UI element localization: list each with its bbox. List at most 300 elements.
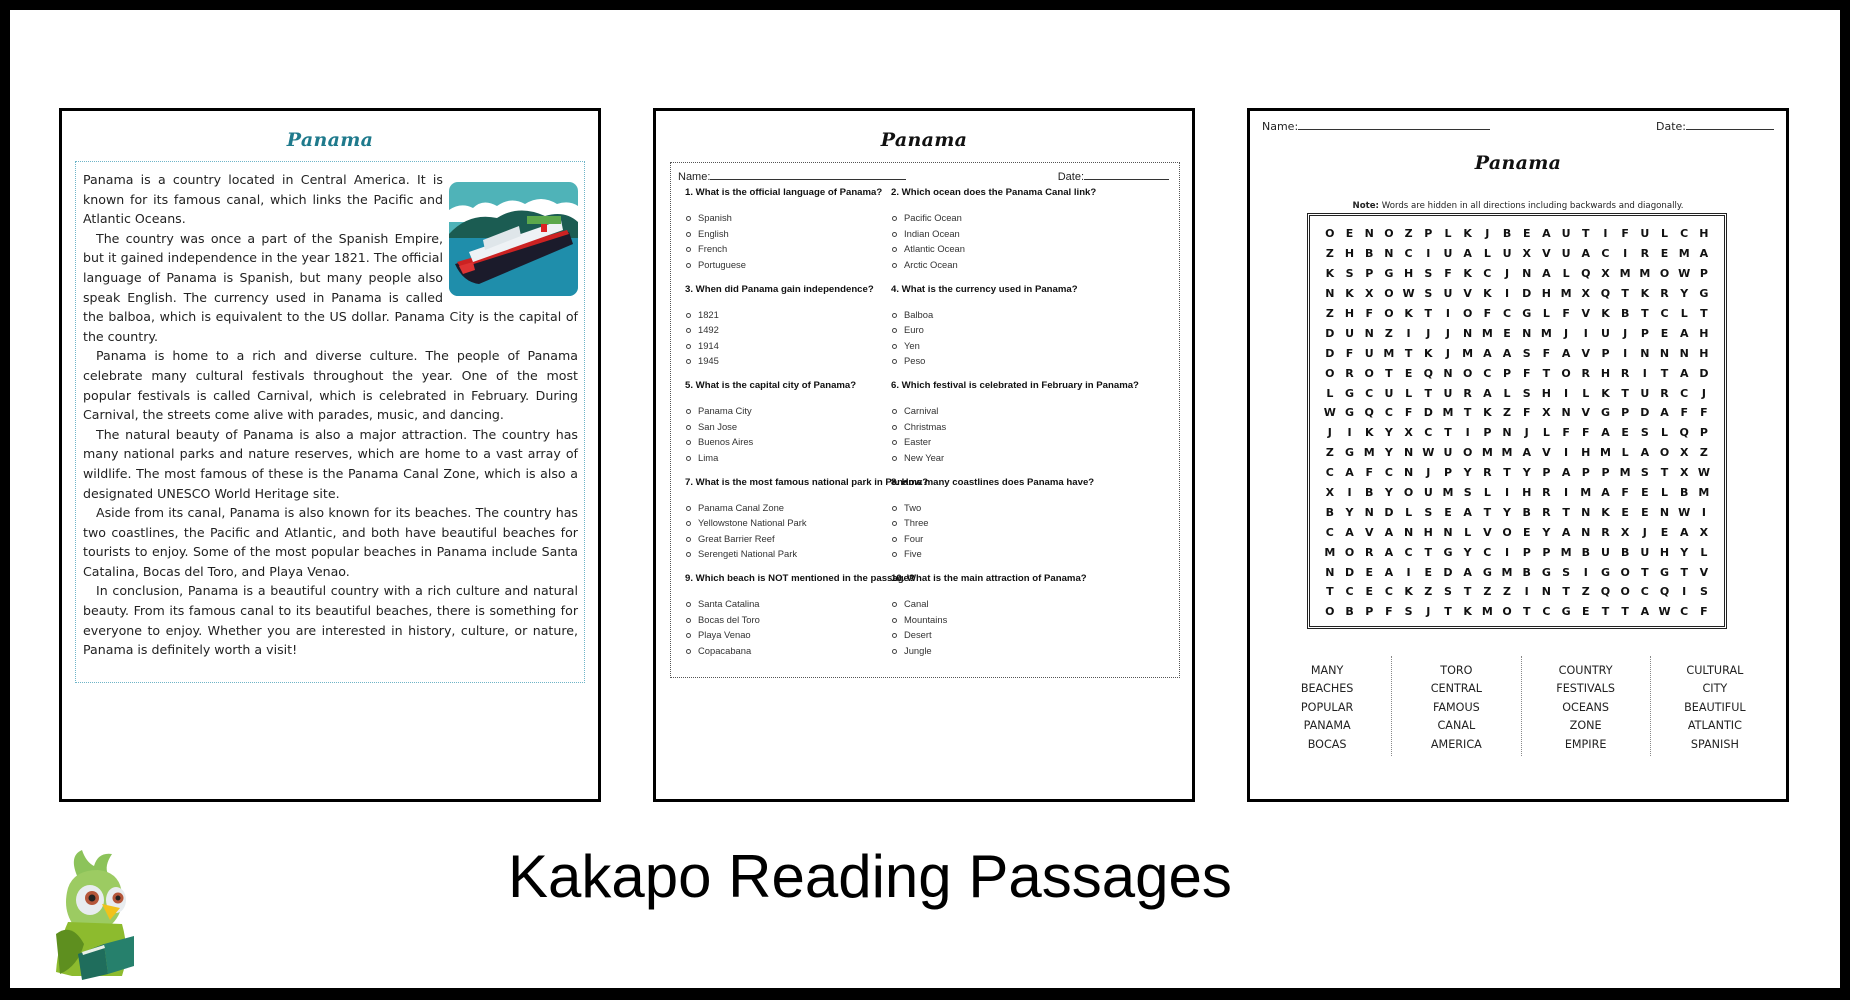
- grid-letter[interactable]: O: [1325, 605, 1335, 619]
- grid-letter[interactable]: P: [1601, 346, 1610, 360]
- radio-bullet-icon[interactable]: [686, 537, 691, 542]
- grid-letter[interactable]: A: [1463, 565, 1472, 579]
- grid-letter[interactable]: U: [1561, 227, 1571, 241]
- radio-bullet-icon[interactable]: [892, 521, 897, 526]
- grid-letter[interactable]: U: [1561, 247, 1571, 261]
- grid-letter[interactable]: G: [1482, 565, 1492, 579]
- grid-letter[interactable]: P: [1365, 605, 1374, 619]
- grid-letter[interactable]: K: [1601, 505, 1610, 519]
- name-field[interactable]: [1262, 119, 1490, 133]
- grid-letter[interactable]: J: [1445, 346, 1451, 360]
- grid-letter[interactable]: M: [1442, 486, 1454, 500]
- grid-letter[interactable]: M: [1481, 446, 1493, 460]
- grid-letter[interactable]: O: [1325, 227, 1335, 241]
- radio-bullet-icon[interactable]: [686, 216, 691, 221]
- grid-letter[interactable]: N: [1443, 366, 1453, 380]
- grid-letter[interactable]: C: [1660, 307, 1669, 320]
- grid-letter[interactable]: T: [1522, 605, 1531, 619]
- grid-letter[interactable]: N: [1463, 326, 1473, 340]
- radio-bullet-icon[interactable]: [892, 216, 897, 221]
- grid-letter[interactable]: K: [1601, 307, 1610, 320]
- grid-letter[interactable]: M: [1324, 545, 1336, 559]
- answer-option[interactable]: [685, 548, 925, 564]
- grid-letter[interactable]: I: [1445, 307, 1451, 320]
- grid-letter[interactable]: D: [1699, 366, 1709, 380]
- answer-option[interactable]: [891, 517, 1131, 533]
- grid-letter[interactable]: T: [1503, 466, 1511, 480]
- radio-bullet-icon[interactable]: [892, 649, 897, 654]
- radio-bullet-icon[interactable]: [686, 456, 691, 461]
- grid-letter[interactable]: K: [1404, 585, 1413, 599]
- answer-option[interactable]: [891, 598, 1131, 614]
- grid-letter[interactable]: O: [1403, 486, 1414, 500]
- grid-letter[interactable]: Y: [1680, 545, 1689, 559]
- grid-letter[interactable]: M: [1501, 565, 1513, 579]
- grid-letter[interactable]: T: [1463, 585, 1472, 599]
- answer-option[interactable]: [891, 452, 1131, 468]
- grid-letter[interactable]: D: [1423, 406, 1433, 420]
- grid-letter[interactable]: L: [1444, 227, 1452, 241]
- grid-letter[interactable]: B: [1345, 605, 1354, 619]
- grid-letter[interactable]: I: [1701, 505, 1706, 519]
- grid-letter[interactable]: X: [1679, 446, 1689, 460]
- grid-letter[interactable]: U: [1601, 326, 1610, 340]
- grid-letter[interactable]: J: [1485, 227, 1490, 241]
- grid-letter[interactable]: M: [1501, 446, 1513, 460]
- grid-letter[interactable]: I: [1583, 565, 1588, 579]
- grid-letter[interactable]: U: [1502, 247, 1512, 261]
- answer-option[interactable]: [685, 629, 925, 645]
- grid-letter[interactable]: T: [1424, 545, 1433, 559]
- grid-letter[interactable]: P: [1483, 426, 1492, 440]
- answer-option[interactable]: [685, 533, 925, 549]
- grid-letter[interactable]: Y: [1522, 466, 1531, 480]
- grid-letter[interactable]: I: [1406, 565, 1411, 579]
- grid-letter[interactable]: L: [1542, 307, 1550, 320]
- grid-letter[interactable]: U: [1601, 545, 1610, 559]
- answer-option[interactable]: [891, 355, 1131, 371]
- grid-letter[interactable]: A: [1561, 346, 1571, 360]
- grid-letter[interactable]: N: [1403, 466, 1414, 480]
- grid-letter[interactable]: O: [1325, 366, 1335, 380]
- grid-letter[interactable]: E: [1522, 227, 1531, 241]
- grid-letter[interactable]: F: [1365, 307, 1373, 320]
- grid-letter[interactable]: N: [1403, 446, 1414, 460]
- grid-letter[interactable]: A: [1542, 267, 1551, 281]
- grid-letter[interactable]: Q: [1423, 366, 1433, 380]
- radio-bullet-icon[interactable]: [892, 537, 897, 542]
- radio-bullet-icon[interactable]: [892, 328, 897, 333]
- grid-letter[interactable]: A: [1561, 525, 1571, 539]
- grid-letter[interactable]: G: [1384, 267, 1394, 281]
- grid-letter[interactable]: M: [1442, 406, 1454, 420]
- grid-letter[interactable]: S: [1640, 466, 1649, 480]
- grid-letter[interactable]: Z: [1404, 227, 1413, 241]
- grid-letter[interactable]: T: [1326, 585, 1334, 599]
- grid-letter[interactable]: C: [1325, 525, 1334, 539]
- grid-letter[interactable]: R: [1660, 386, 1669, 400]
- grid-letter[interactable]: C: [1424, 426, 1433, 440]
- grid-letter[interactable]: E: [1503, 326, 1511, 340]
- grid-letter[interactable]: H: [1423, 525, 1433, 539]
- grid-letter[interactable]: N: [1640, 346, 1650, 360]
- grid-letter[interactable]: C: [1502, 307, 1512, 320]
- grid-letter[interactable]: S: [1404, 605, 1413, 619]
- grid-letter[interactable]: U: [1443, 287, 1453, 301]
- date-field[interactable]: [1656, 119, 1774, 133]
- grid-letter[interactable]: N: [1384, 247, 1394, 261]
- grid-letter[interactable]: M: [1481, 326, 1493, 340]
- grid-letter[interactable]: A: [1483, 346, 1492, 360]
- radio-bullet-icon[interactable]: [892, 344, 897, 349]
- grid-letter[interactable]: E: [1365, 565, 1373, 579]
- grid-letter[interactable]: Q: [1679, 426, 1689, 440]
- grid-letter[interactable]: I: [1504, 545, 1510, 559]
- grid-letter[interactable]: G: [1345, 386, 1355, 400]
- grid-letter[interactable]: T: [1444, 426, 1452, 440]
- grid-letter[interactable]: R: [1345, 366, 1354, 380]
- grid-letter[interactable]: A: [1699, 247, 1709, 261]
- grid-letter[interactable]: I: [1642, 366, 1647, 380]
- grid-letter[interactable]: D: [1325, 326, 1335, 340]
- grid-letter[interactable]: C: [1601, 247, 1610, 261]
- grid-letter[interactable]: D: [1344, 565, 1355, 579]
- grid-letter[interactable]: I: [1603, 227, 1608, 241]
- grid-letter[interactable]: E: [1582, 605, 1590, 619]
- grid-letter[interactable]: M: [1383, 346, 1395, 360]
- grid-letter[interactable]: F: [1621, 486, 1629, 500]
- grid-letter[interactable]: C: [1483, 366, 1492, 380]
- grid-letter[interactable]: C: [1680, 227, 1689, 241]
- grid-letter[interactable]: T: [1444, 605, 1452, 619]
- grid-letter[interactable]: R: [1364, 545, 1374, 559]
- grid-letter[interactable]: F: [1562, 426, 1570, 440]
- radio-bullet-icon[interactable]: [892, 409, 897, 414]
- radio-bullet-icon[interactable]: [892, 456, 897, 461]
- answer-option[interactable]: [685, 436, 925, 452]
- grid-letter[interactable]: H: [1581, 446, 1591, 460]
- grid-letter[interactable]: S: [1522, 346, 1531, 360]
- grid-letter[interactable]: U: [1443, 247, 1453, 261]
- grid-letter[interactable]: L: [1503, 386, 1511, 400]
- grid-letter[interactable]: P: [1542, 466, 1551, 480]
- grid-letter[interactable]: G: [1561, 605, 1571, 619]
- answer-option[interactable]: [685, 502, 925, 518]
- grid-letter[interactable]: H: [1541, 287, 1552, 301]
- grid-letter[interactable]: K: [1404, 307, 1413, 320]
- grid-letter[interactable]: A: [1384, 545, 1394, 559]
- grid-letter[interactable]: M: [1462, 346, 1474, 360]
- grid-letter[interactable]: N: [1659, 346, 1670, 360]
- answer-option[interactable]: [891, 228, 1131, 244]
- grid-letter[interactable]: M: [1698, 486, 1710, 500]
- grid-letter[interactable]: Q: [1659, 585, 1670, 599]
- grid-letter[interactable]: H: [1600, 366, 1611, 380]
- radio-bullet-icon[interactable]: [892, 506, 897, 511]
- grid-letter[interactable]: K: [1364, 426, 1374, 440]
- grid-letter[interactable]: E: [1621, 426, 1629, 440]
- grid-letter[interactable]: Y: [1345, 505, 1354, 519]
- grid-letter[interactable]: M: [1560, 545, 1572, 559]
- grid-letter[interactable]: U: [1640, 227, 1650, 241]
- answer-option[interactable]: [891, 405, 1131, 421]
- grid-letter[interactable]: K: [1463, 605, 1472, 619]
- grid-letter[interactable]: V: [1364, 525, 1374, 539]
- grid-letter[interactable]: V: [1463, 287, 1472, 301]
- grid-letter[interactable]: L: [1483, 247, 1491, 261]
- grid-letter[interactable]: A: [1542, 227, 1551, 241]
- grid-letter[interactable]: R: [1542, 486, 1551, 500]
- grid-letter[interactable]: L: [1326, 386, 1334, 400]
- grid-letter[interactable]: V: [1581, 346, 1591, 360]
- answer-option[interactable]: [891, 340, 1131, 356]
- grid-letter[interactable]: T: [1660, 466, 1669, 480]
- grid-letter[interactable]: S: [1345, 267, 1354, 281]
- grid-letter[interactable]: J: [1701, 386, 1706, 400]
- radio-bullet-icon[interactable]: [892, 313, 897, 318]
- grid-letter[interactable]: C: [1404, 545, 1413, 559]
- radio-bullet-icon[interactable]: [686, 263, 691, 268]
- grid-letter[interactable]: S: [1444, 585, 1452, 599]
- grid-letter[interactable]: I: [1623, 346, 1628, 360]
- answer-option[interactable]: [891, 243, 1131, 259]
- grid-letter[interactable]: Q: [1600, 585, 1611, 599]
- grid-letter[interactable]: L: [1405, 505, 1413, 519]
- grid-letter[interactable]: W: [1323, 406, 1336, 420]
- grid-letter[interactable]: O: [1620, 565, 1630, 579]
- grid-letter[interactable]: P: [1424, 227, 1433, 241]
- grid-letter[interactable]: X: [1620, 525, 1630, 539]
- grid-letter[interactable]: M: [1639, 267, 1651, 281]
- grid-letter[interactable]: Y: [1503, 505, 1512, 519]
- grid-letter[interactable]: U: [1640, 386, 1650, 400]
- grid-letter[interactable]: F: [1385, 605, 1393, 619]
- grid-letter[interactable]: Z: [1503, 585, 1512, 599]
- grid-letter[interactable]: A: [1502, 346, 1512, 360]
- grid-letter[interactable]: P: [1699, 426, 1708, 440]
- grid-letter[interactable]: K: [1483, 406, 1492, 420]
- radio-bullet-icon[interactable]: [686, 633, 691, 638]
- grid-letter[interactable]: I: [1564, 486, 1569, 500]
- grid-letter[interactable]: T: [1700, 307, 1708, 320]
- grid-letter[interactable]: N: [1581, 525, 1591, 539]
- grid-letter[interactable]: B: [1365, 486, 1374, 500]
- grid-letter[interactable]: L: [1661, 227, 1669, 241]
- grid-letter[interactable]: T: [1621, 287, 1629, 301]
- grid-letter[interactable]: L: [1562, 267, 1570, 281]
- grid-letter[interactable]: J: [1564, 326, 1569, 340]
- grid-letter[interactable]: B: [1502, 227, 1512, 241]
- answer-option[interactable]: [891, 645, 1131, 661]
- grid-letter[interactable]: X: [1601, 267, 1610, 281]
- grid-letter[interactable]: H: [1659, 545, 1670, 559]
- radio-bullet-icon[interactable]: [686, 359, 691, 364]
- grid-letter[interactable]: T: [1404, 346, 1413, 360]
- name-field[interactable]: [678, 169, 906, 183]
- grid-letter[interactable]: S: [1424, 267, 1433, 281]
- grid-letter[interactable]: U: [1345, 326, 1354, 340]
- grid-letter[interactable]: Z: [1384, 326, 1393, 340]
- grid-letter[interactable]: Q: [1364, 406, 1374, 420]
- grid-letter[interactable]: I: [1465, 426, 1470, 440]
- grid-letter[interactable]: G: [1600, 565, 1610, 579]
- grid-letter[interactable]: L: [1700, 545, 1708, 559]
- grid-letter[interactable]: D: [1384, 505, 1394, 519]
- grid-letter[interactable]: T: [1641, 565, 1649, 579]
- grid-letter[interactable]: I: [1504, 486, 1510, 500]
- grid-letter[interactable]: D: [1640, 406, 1650, 420]
- grid-letter[interactable]: M: [1599, 446, 1611, 460]
- grid-letter[interactable]: N: [1561, 406, 1571, 420]
- radio-bullet-icon[interactable]: [892, 602, 897, 607]
- grid-letter[interactable]: I: [1347, 426, 1352, 440]
- grid-letter[interactable]: Y: [1384, 426, 1393, 440]
- grid-letter[interactable]: R: [1581, 366, 1591, 380]
- grid-letter[interactable]: G: [1345, 406, 1355, 420]
- radio-bullet-icon[interactable]: [686, 649, 691, 654]
- grid-letter[interactable]: F: [1522, 366, 1531, 380]
- grid-letter[interactable]: E: [1345, 227, 1354, 241]
- grid-letter[interactable]: F: [1680, 406, 1688, 420]
- grid-letter[interactable]: T: [1424, 386, 1433, 400]
- grid-letter[interactable]: J: [1524, 426, 1529, 440]
- grid-letter[interactable]: I: [1524, 585, 1529, 599]
- grid-letter[interactable]: V: [1542, 446, 1551, 460]
- grid-letter[interactable]: X: [1581, 287, 1591, 301]
- grid-letter[interactable]: Y: [1463, 545, 1472, 559]
- answer-option[interactable]: [891, 436, 1131, 452]
- grid-letter[interactable]: F: [1365, 466, 1373, 480]
- grid-letter[interactable]: P: [1621, 406, 1630, 420]
- grid-letter[interactable]: U: [1384, 386, 1394, 400]
- grid-letter[interactable]: T: [1680, 565, 1688, 579]
- grid-letter[interactable]: P: [1365, 267, 1374, 281]
- grid-letter[interactable]: L: [1405, 386, 1413, 400]
- grid-letter[interactable]: K: [1424, 346, 1433, 360]
- grid-letter[interactable]: J: [1426, 466, 1431, 480]
- grid-letter[interactable]: L: [1621, 446, 1629, 460]
- grid-letter[interactable]: K: [1463, 227, 1472, 241]
- grid-letter[interactable]: S: [1424, 287, 1433, 301]
- grid-letter[interactable]: B: [1581, 545, 1590, 559]
- grid-letter[interactable]: Z: [1581, 585, 1590, 599]
- grid-letter[interactable]: N: [1541, 585, 1552, 599]
- grid-letter[interactable]: Q: [1581, 267, 1591, 281]
- answer-option[interactable]: [685, 228, 925, 244]
- grid-letter[interactable]: A: [1601, 486, 1610, 500]
- grid-letter[interactable]: E: [1641, 486, 1649, 500]
- grid-letter[interactable]: B: [1365, 247, 1374, 261]
- answer-option[interactable]: [685, 243, 925, 259]
- answer-option[interactable]: [685, 598, 925, 614]
- grid-letter[interactable]: F: [1522, 406, 1531, 420]
- grid-letter[interactable]: Y: [1384, 486, 1393, 500]
- answer-option[interactable]: [891, 614, 1131, 630]
- grid-letter[interactable]: M: [1678, 247, 1690, 261]
- grid-letter[interactable]: I: [1406, 326, 1411, 340]
- grid-letter[interactable]: B: [1620, 545, 1630, 559]
- answer-option[interactable]: [685, 517, 925, 533]
- grid-letter[interactable]: I: [1583, 326, 1588, 340]
- grid-letter[interactable]: R: [1640, 247, 1650, 261]
- grid-letter[interactable]: H: [1344, 247, 1355, 261]
- grid-letter[interactable]: A: [1640, 446, 1650, 460]
- grid-letter[interactable]: Q: [1600, 287, 1611, 301]
- grid-letter[interactable]: X: [1679, 466, 1689, 480]
- grid-letter[interactable]: P: [1522, 545, 1531, 559]
- grid-letter[interactable]: C: [1365, 386, 1374, 400]
- grid-letter[interactable]: T: [1463, 406, 1472, 420]
- grid-letter[interactable]: D: [1443, 565, 1453, 579]
- grid-letter[interactable]: E: [1641, 505, 1649, 519]
- grid-letter[interactable]: X: [1699, 525, 1709, 539]
- grid-letter[interactable]: A: [1345, 466, 1354, 480]
- grid-letter[interactable]: B: [1522, 565, 1531, 579]
- grid-letter[interactable]: I: [1347, 486, 1352, 500]
- grid-letter[interactable]: K: [1463, 267, 1472, 281]
- grid-letter[interactable]: A: [1522, 446, 1531, 460]
- grid-letter[interactable]: P: [1542, 545, 1551, 559]
- grid-letter[interactable]: W: [1422, 446, 1435, 460]
- grid-letter[interactable]: R: [1483, 466, 1492, 480]
- grid-letter[interactable]: N: [1325, 287, 1335, 301]
- grid-letter[interactable]: C: [1384, 466, 1393, 480]
- radio-bullet-icon[interactable]: [686, 344, 691, 349]
- grid-letter[interactable]: A: [1463, 505, 1472, 519]
- grid-letter[interactable]: C: [1680, 605, 1689, 619]
- answer-option[interactable]: [685, 324, 925, 340]
- grid-letter[interactable]: K: [1483, 287, 1492, 301]
- grid-letter[interactable]: V: [1542, 247, 1551, 261]
- grid-letter[interactable]: U: [1423, 486, 1433, 500]
- grid-letter[interactable]: C: [1640, 585, 1649, 599]
- grid-letter[interactable]: N: [1403, 525, 1414, 539]
- grid-letter[interactable]: D: [1325, 346, 1335, 360]
- grid-letter[interactable]: I: [1682, 585, 1687, 599]
- grid-letter[interactable]: H: [1541, 386, 1552, 400]
- grid-letter[interactable]: I: [1623, 247, 1628, 261]
- grid-letter[interactable]: G: [1660, 565, 1670, 579]
- grid-letter[interactable]: K: [1345, 287, 1354, 301]
- grid-letter[interactable]: W: [1402, 287, 1415, 301]
- radio-bullet-icon[interactable]: [892, 552, 897, 557]
- grid-letter[interactable]: A: [1660, 406, 1669, 420]
- grid-letter[interactable]: G: [1345, 446, 1355, 460]
- grid-letter[interactable]: E: [1522, 525, 1531, 539]
- grid-letter[interactable]: F: [1542, 346, 1551, 360]
- answer-option[interactable]: [685, 421, 925, 437]
- grid-letter[interactable]: S: [1522, 386, 1531, 400]
- grid-letter[interactable]: P: [1443, 466, 1452, 480]
- grid-letter[interactable]: C: [1483, 545, 1492, 559]
- grid-letter[interactable]: O: [1344, 545, 1355, 559]
- grid-letter[interactable]: Z: [1483, 585, 1492, 599]
- answer-option[interactable]: [891, 502, 1131, 518]
- grid-letter[interactable]: A: [1345, 525, 1354, 539]
- grid-letter[interactable]: L: [1464, 525, 1472, 539]
- grid-letter[interactable]: L: [1542, 426, 1550, 440]
- grid-letter[interactable]: C: [1680, 386, 1689, 400]
- grid-letter[interactable]: E: [1660, 247, 1669, 261]
- radio-bullet-icon[interactable]: [686, 425, 691, 430]
- grid-letter[interactable]: M: [1481, 605, 1493, 619]
- grid-letter[interactable]: C: [1404, 247, 1413, 261]
- grid-letter[interactable]: N: [1522, 326, 1532, 340]
- radio-bullet-icon[interactable]: [892, 633, 897, 638]
- grid-letter[interactable]: M: [1619, 466, 1631, 480]
- grid-letter[interactable]: M: [1363, 446, 1375, 460]
- grid-letter[interactable]: O: [1462, 446, 1473, 460]
